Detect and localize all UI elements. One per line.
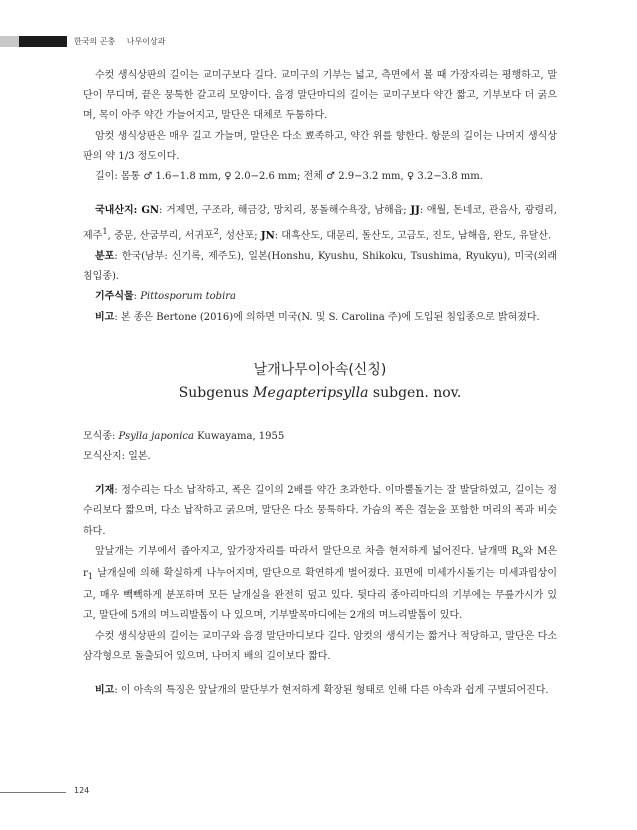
species-note: 비고: 본 종은 Bertone (2016)에 의하면 미국(N. 및 S. Carolina 주)에 도입된 침입종으로 밝혀졌다. [95,311,540,323]
page-body [83,66,557,701]
note-text: 본 종은 Bertone (2016)에 의하면 미국(N. 및 S. Carolina 주)에 도입된 침입종으로 밝혀졌다. [120,311,540,323]
range-text: 한국(남부: 신기록, 제주도), 일본(Honshu, Kyushu, Shikoku, Tsushima, Ryukyu), 미국(외래침입종). [83,250,557,283]
wing-text-3: 날개실에 의해 확실하게 나누어지며, 말단으로 확연하게 벌어졌다. 표면에 미세가시돌기는 미세과립상이고, 매우 빽빽하게 분포하며 모든 날개실을 완전히 덮고 있다. 뒷다리 종아리마디의 기부에는 무릎가시가 있고, 말단에 5개의 며느리발톱이 나 있으며, 기부발목마디에는 2개의 며느리발톱이 있다. [83,567,557,622]
jj-localities-3: , 성산포; [218,230,261,242]
host-plant: 기주식물: Pittosporum tobira [95,291,237,303]
page-number: 124 [74,786,90,795]
subgenus-remark: 비고: 이 아속의 특징은 앞날개의 말단부가 현저하게 확장된 형태로 인해 다른 아속과 쉽게 구별되어진다. [95,685,549,696]
type-species-name: Psylla japonica [118,430,194,442]
range-label: 분포 [95,250,115,262]
type-species-author: Kuwayama, 1955 [194,430,285,442]
type-species [83,427,557,447]
description-label: 기재 [95,485,115,497]
description-wing [83,542,557,627]
header-gray-bar [0,36,19,47]
vein-subscript-1: 1 [87,570,94,581]
description-genitalia: 수컷 생식상판의 길이는 교미구와 음경 말단마디보다 길다. 암컷의 생식기는 짧거나 적당하고, 말단은 다소 삼각형으로 돌출되어 있으며, 나머지 배의 길이보다 짧다. [83,630,557,662]
running-header [74,35,165,48]
title-prefix: Subgenus [178,384,254,401]
korea-label: 국내산지 [95,205,134,217]
subgenus-title-latin [83,383,557,403]
header-subject: 나무이상과 [126,37,166,46]
title-genus: Megapteripsylla [253,384,369,401]
jj-footnote-2: 2 [213,226,219,237]
type-locality: 모식산지: 일본. [83,450,151,462]
note-label: 비고 [95,311,115,323]
jn-label: JN [260,230,275,242]
subgenus-title-korean: 날개나무이아속(신칭) [253,361,387,378]
wing-text-1: 앞날개는 기부에서 좁아지고, 앞가장자리를 따라서 말단으로 차츰 현저하게 넓어진다. 날개맥 R [95,545,519,557]
paragraph-length: 길이: 몸통 ♂ 1.6−1.8 mm, ♀ 2.0−2.6 mm; 전체 ♂ 2.9−3.2 mm, ♀ 3.2−3.8 mm. [95,171,483,183]
host-label: 기주식물 [95,291,134,303]
paragraph-male-genitalia: 수컷 생식상판의 길이는 교미구보다 길다. 교미구의 기부는 넓고, 측면에서 볼 때 가장자리는 평행하고, 말단이 무디며, 끝은 뭉툭한 갈고리 모양이다. 음경 말단마디의 길이는 교미구보다 약간 짧고, 기부보다 더 굵으며, 목이 아주 약간 가늘어지고, 말단은 대체로 두툼하다. [83,70,557,122]
distribution-korea: 국내산지: GN: 거제면, 구조라, 해금강, 망치리, 몽돌해수욕장, 남해읍; JJ: 애월, 돈네코, 관음사, 광령리, 제주$^1$, 중문, 산굼부리, 서귀포$^2$, 성산포; JN: 대흑산도, 대문리, 돌산도, 고금도, 진도, 남해읍, 완도, 유달산. [83,205,557,242]
jj-localities-2: , 중문, 산굼부리, 서귀포 [107,230,214,242]
header-section: 한국의 곤충 [74,37,116,46]
remark-label: 비고 [95,685,115,696]
host-species: Pittosporum tobira [140,291,237,303]
footer-rule [0,792,66,793]
distribution-range: 분포: 한국(남부: 신기록, 제주도), 일본(Honshu, Kyushu, Shikoku, Tsushima, Ryukyu), 미국(외래침입종). [83,250,557,283]
remark-text: 이 아속의 특징은 앞날개의 말단부가 현저하게 확장된 형태로 인해 다른 아속과 쉽게 구별되어진다. [120,685,549,696]
paragraph-female-genitalia: 암컷 생식상판은 매우 길고 가늘며, 말단은 다소 뾰족하고, 약간 위를 향한다. 항문의 길이는 나머지 생식상판의 약 1/3 정도이다. [83,130,557,162]
jn-localities: 대흑산도, 대문리, 돌산도, 고금도, 진도, 남해읍, 완도, 유달산. [281,230,552,242]
jj-label: JJ [410,205,420,217]
gn-localities: 거제면, 구조라, 해금강, 망치리, 몽돌해수욕장, 남해읍; [166,205,411,217]
header-black-bar [19,36,67,47]
wing-text-2: 와 M은 r [83,545,557,579]
type-species-label: 모식종: [83,430,119,442]
title-suffix: subgen. nov. [368,384,462,401]
jj-footnote-1: 1 [102,226,108,237]
vein-subscript-s: s [518,548,524,559]
description-head: 기재: 정수리는 다소 납작하고, 폭은 길이의 2배를 약간 초과한다. 이마뿔돌기는 잘 발달하였고, 길이는 정수리보다 짧으며, 다소 납작하고 굵으며, 말단은 다소 뭉툭하다. 가슴의 폭은 겹눈을 포함한 머리의 폭과 비슷하다. [83,485,557,537]
description-head-text: 정수리는 다소 납작하고, 폭은 길이의 2배를 약간 초과한다. 이마뿔돌기는 잘 발달하였고, 길이는 정수리보다 짧으며, 다소 납작하고 굵으며, 말단은 다소 뭉툭하다. 가슴의 폭은 겹눈을 포함한 머리의 폭과 비슷하다. [83,485,557,537]
gn-label: GN [141,205,160,217]
jj-localities-1: 애월, 돈네코, 관음사, 광령리, 제주 [83,205,557,242]
